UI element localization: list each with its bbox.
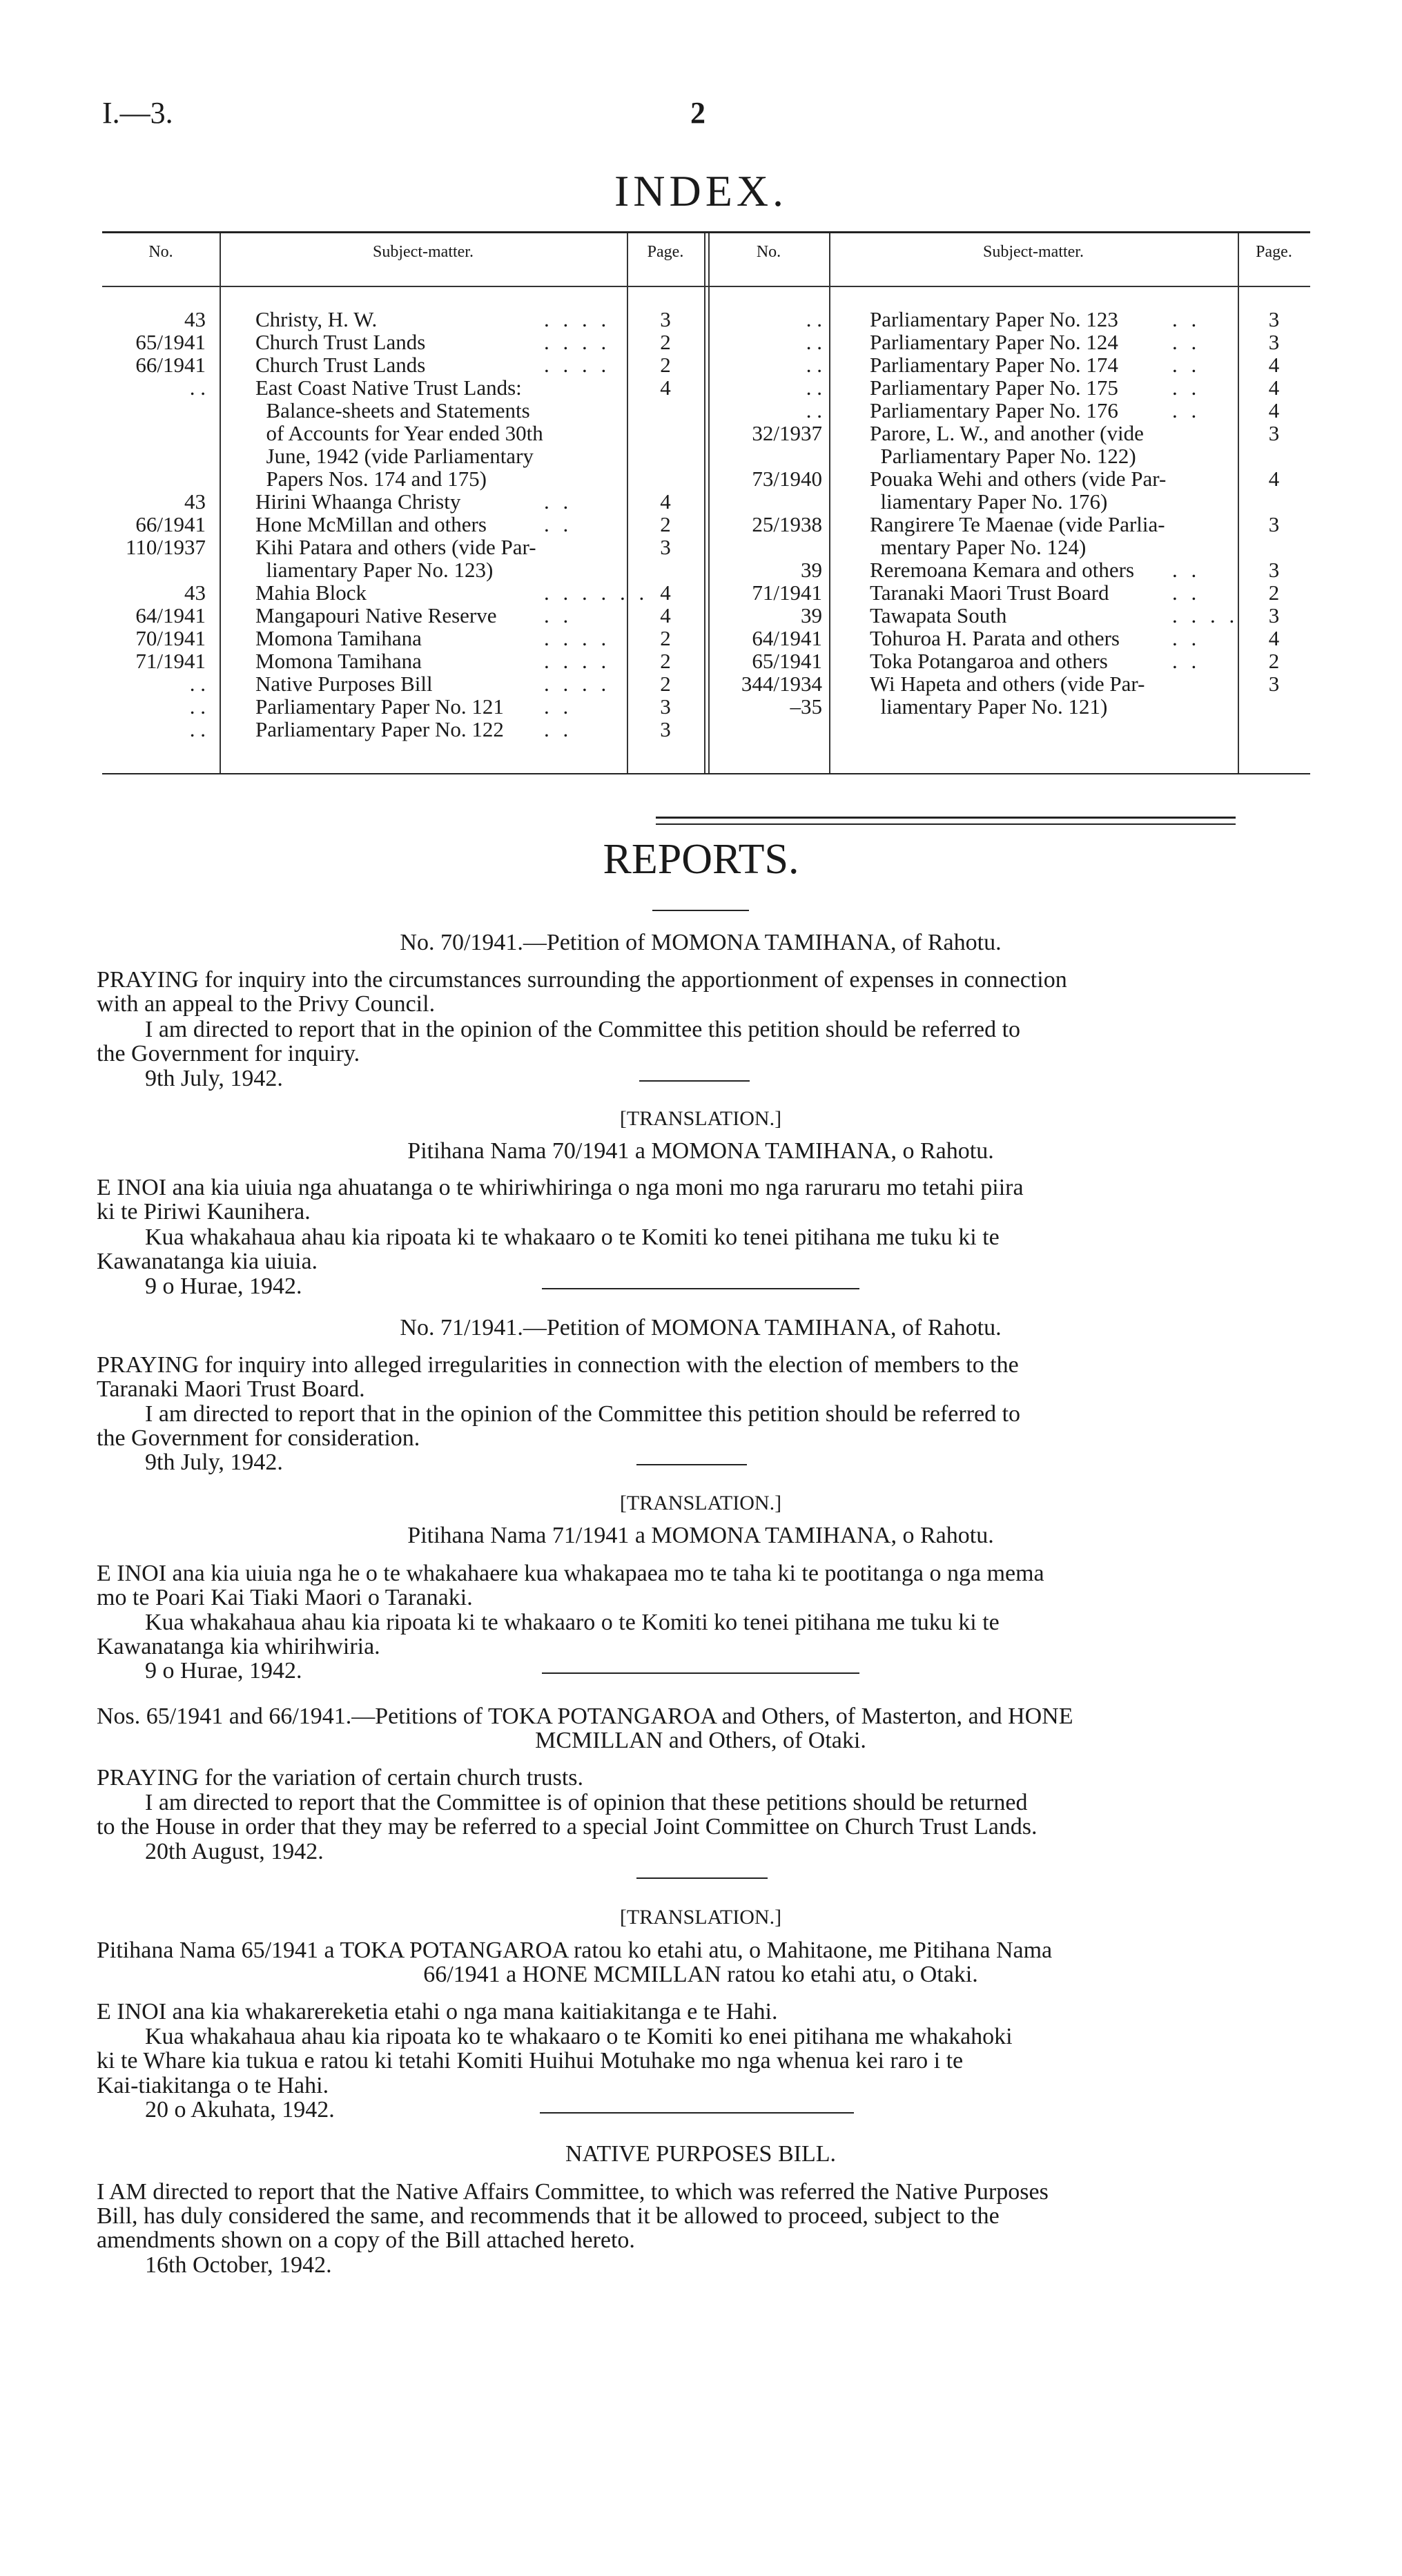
index-subject: Church Trust Lands [255,330,426,354]
index-page: 2 [1268,580,1280,605]
column-header-no: No. [148,243,173,261]
report-text: I am directed to report that the Committee is of opinion that these petitions should be returned [145,1790,1028,1815]
separator-rule [540,2112,854,2114]
report-heading: Nos. 65/1941 and 66/1941.—Petitions of TOKA POTANGAROA and Others, of Masterton, and HONE [97,1704,1073,1729]
translation-text: Kua whakahaua ahau kia ripoata ki te whakaaro o te Komiti ko tenei pitihana me tuku ki te [145,1610,1000,1635]
separator-rule [639,1080,750,1082]
index-number: 25/1938 [752,512,822,536]
index-page: 3 [1268,603,1280,627]
dot-leader: . . . . [544,330,611,354]
index-subject: East Coast Native Trust Lands: [255,375,522,400]
dot-leader: . . [1172,375,1201,400]
index-number: 70/1941 [135,626,206,650]
index-subject: Reremoana Kemara and others [870,558,1135,582]
index-page: 2 [660,512,671,536]
report-text: the Government for inquiry. [97,1041,360,1066]
index-page: 2 [660,626,671,650]
index-page: 3 [660,717,671,741]
translation-label: [TRANSLATION.] [619,1107,782,1130]
index-number: 65/1941 [135,330,206,354]
index-subject: mentary Paper No. 124) [870,535,1087,559]
report-text: amendments shown on a copy of the Bill attached hereto. [97,2227,635,2253]
dot-leader: . . . . [1172,603,1239,627]
dot-leader: . . [544,512,573,536]
index-number: 39 [801,558,822,582]
translation-text: Kawanatanga kia whirihwiria. [97,1634,380,1659]
report-heading: No. 71/1941.—Petition of MOMONA TAMIHANA, of Rahotu. [400,1315,1002,1340]
index-subject: Parliamentary Paper No. 121 [255,694,504,719]
reports-title: REPORTS. [603,836,799,883]
column-divider [220,233,221,773]
index-page: 3 [660,535,671,559]
index-subject: Taranaki Maori Trust Board [870,580,1109,605]
index-number: 344/1934 [741,672,822,696]
index-number: 39 [801,603,822,627]
report-text: the Government for consideration. [97,1425,420,1451]
dot-leader: . . . . [544,353,611,377]
dot-leader: . . [544,694,573,719]
report-heading: No. 70/1941.—Petition of MOMONA TAMIHANA, of Rahotu. [400,930,1002,955]
index-subject: Momona Tamihana [255,626,422,650]
report-text: I am directed to report that in the opinion of the Committee this petition should be referred to [145,1017,1021,1042]
title-rule [652,910,749,911]
index-number: 64/1941 [752,626,822,650]
index-number: 32/1937 [752,421,822,445]
index-page: 3 [660,694,671,719]
report-heading: MCMILLAN and Others, of Otaki. [535,1728,866,1753]
index-page: 4 [660,489,671,514]
index-page: 4 [660,580,671,605]
index-subject: liamentary Paper No. 121) [870,694,1108,719]
index-subject: Tawapata South [870,603,1007,627]
report-text: with an appeal to the Privy Council. [97,991,436,1017]
index-page: 3 [1268,512,1280,536]
translation-label: [TRANSLATION.] [619,1906,782,1929]
dot-leader: . . [1172,353,1201,377]
index-subject: Parore, L. W., and another (vide [870,421,1144,445]
report-text: to the House in order that they may be referred to a special Joint Committee on Church Trust Lands. [97,1814,1038,1840]
translation-text: ki te Piriwi Kaunihera. [97,1199,311,1224]
index-subject: Momona Tamihana [255,649,422,673]
index-number: –35 [790,694,822,719]
translation-date: 9 o Hurae, 1942. [145,1658,302,1684]
index-page: 3 [1268,558,1280,582]
report-text: I am directed to report that in the opinion of the Committee this petition should be referred to [145,1401,1021,1427]
report-heading: NATIVE PURPOSES BILL. [565,2141,836,2167]
index-table [102,231,1310,774]
index-subject: Native Purposes Bill [255,672,433,696]
index-page: 4 [1268,467,1280,491]
dot-leader: . . [1172,398,1201,422]
index-page: 4 [1268,375,1280,400]
index-subject: Christy, H. W. [255,307,378,331]
index-subject: Parliamentary Paper No. 124 [870,330,1118,354]
translation-text: mo te Poari Kai Tiaki Maori o Taranaki. [97,1585,473,1610]
translation-heading: Pitihana Nama 71/1941 a MOMONA TAMIHANA, o Rahotu. [407,1523,994,1548]
column-header-subject: Subject-matter. [373,243,474,261]
header-rule [102,286,1310,287]
column-divider [704,233,705,773]
dot-leader: . . . . [544,307,611,331]
report-text: Taranaki Maori Trust Board. [97,1376,365,1402]
index-page: 4 [660,375,671,400]
translation-date: 20 o Akuhata, 1942. [145,2097,335,2123]
separator-rule [542,1288,859,1289]
translation-text: Kawanatanga kia uiuia. [97,1249,318,1274]
column-header-no: No. [756,243,781,261]
translation-heading: Pitihana Nama 65/1941 a TOKA POTANGAROA ratou ko etahi atu, o Mahitaone, me Pitihana Nama [97,1938,1053,1963]
dot-leader: . . . . [544,672,611,696]
dot-leader: . . [1172,307,1201,331]
index-page: 2 [660,649,671,673]
index-subject: Mangapouri Native Reserve [255,603,497,627]
index-page: 2 [660,672,671,696]
report-date: 20th August, 1942. [145,1839,324,1864]
index-page: 3 [1268,421,1280,445]
index-subject: Parliamentary Paper No. 122 [255,717,504,741]
dot-leader: . . [544,489,573,514]
separator-rule [636,1464,747,1465]
index-number: . . [806,330,822,354]
report-date: 9th July, 1942. [145,1066,283,1091]
index-page: 3 [1268,672,1280,696]
index-page: 2 [660,353,671,377]
double-rule [656,823,1236,825]
index-subject: Papers Nos. 174 and 175) [255,467,487,491]
report-text: PRAYING for the variation of certain church trusts. [97,1765,584,1790]
index-subject: of Accounts for Year ended 30th [255,421,543,445]
index-title: INDEX. [614,166,788,215]
column-header-page: Page. [647,243,684,261]
translation-text: Kai-tiakitanga o te Hahi. [97,2073,329,2098]
index-page: 4 [1268,353,1280,377]
index-number: 71/1941 [135,649,206,673]
index-number: 43 [184,307,206,331]
dot-leader: . . [1172,330,1201,354]
dot-leader: . . [1172,626,1201,650]
dot-leader: . . [544,603,573,627]
separator-rule [542,1672,859,1674]
index-number: 43 [184,580,206,605]
index-page: 4 [660,603,671,627]
index-subject: Parliamentary Paper No. 123 [870,307,1118,331]
index-subject: Parliamentary Paper No. 174 [870,353,1118,377]
index-number: 71/1941 [752,580,822,605]
index-number: . . [189,375,206,400]
translation-text: ki te Whare kia tukua e ratou ki tetahi Komiti Huihui Motuhake mo nga whenua kei raro i te [97,2048,964,2074]
report-date: 9th July, 1942. [145,1450,283,1475]
dot-leader: . . [1172,649,1201,673]
index-subject: Parliamentary Paper No. 176 [870,398,1118,422]
index-subject: Hone McMillan and others [255,512,487,536]
index-number: 66/1941 [135,353,206,377]
index-number: 64/1941 [135,603,206,627]
index-page: 2 [1268,649,1280,673]
report-text: I AM directed to report that the Native Affairs Committee, to which was referred the Native Purposes [97,2179,1049,2205]
index-page: 4 [1268,398,1280,422]
dot-leader: . . [544,717,573,741]
index-number: . . [806,353,822,377]
report-date: 16th October, 1942. [145,2252,332,2278]
index-number: 110/1937 [126,535,206,559]
index-subject: Hirini Whaanga Christy [255,489,461,514]
column-divider [829,233,830,773]
translation-text: E INOI ana kia uiuia nga he o te whakahaere kua whakapaea mo te taha ki te pootitanga o nga mema [97,1561,1044,1586]
index-subject: Balance-sheets and Statements [255,398,530,422]
index-page: 2 [660,330,671,354]
index-subject: Parliamentary Paper No. 122) [870,444,1136,468]
index-number: . . [806,307,822,331]
index-subject: Church Trust Lands [255,353,426,377]
dot-leader: . . [1172,558,1201,582]
index-subject: liamentary Paper No. 123) [255,558,494,582]
dot-leader: . . . . . . [544,580,649,605]
dot-leader: . . [1172,580,1201,605]
report-text: PRAYING for inquiry into alleged irregularities in connection with the election of members to the [97,1352,1019,1378]
column-header-page: Page. [1256,243,1292,261]
index-subject: Tohuroa H. Parata and others [870,626,1120,650]
index-number: 43 [184,489,206,514]
translation-text: E INOI ana kia uiuia nga ahuatanga o te whiriwhiringa o nga moni mo nga raruraru mo tetahi piira [97,1175,1024,1200]
index-subject: liamentary Paper No. 176) [870,489,1108,514]
index-subject: Parliamentary Paper No. 175 [870,375,1118,400]
paper-reference: I.—3. [102,96,173,130]
index-subject: June, 1942 (vide Parliamentary [255,444,534,468]
translation-heading: 66/1941 a HONE MCMILLAN ratou ko etahi atu, o Otaki. [423,1962,978,1987]
index-subject: Mahia Block [255,580,367,605]
report-text: Bill, has duly considered the same, and recommends that it be allowed to proceed, subject to the [97,2203,1000,2229]
index-subject: Rangirere Te Maenae (vide Parlia- [870,512,1165,536]
translation-text: E INOI ana kia whakarereketia etahi o nga mana kaitiakitanga e te Hahi. [97,1999,778,2024]
index-subject: Wi Hapeta and others (vide Par- [870,672,1145,696]
index-page: 3 [1268,307,1280,331]
translation-heading: Pitihana Nama 70/1941 a MOMONA TAMIHANA, o Rahotu. [407,1138,994,1164]
translation-text: Kua whakahaua ahau kia ripoata ko te whakaaro o te Komiti ko enei pitihana me whakahoki [145,2024,1013,2049]
index-number: . . [189,672,206,696]
dot-leader: . . . . [544,626,611,650]
index-subject: Pouaka Wehi and others (vide Par- [870,467,1167,491]
index-page: 4 [1268,626,1280,650]
report-text: PRAYING for inquiry into the circumstances surrounding the apportionment of expenses in connection [97,967,1067,993]
translation-label: [TRANSLATION.] [619,1492,782,1514]
index-subject: Toka Potangaroa and others [870,649,1108,673]
dot-leader: . . . . [544,649,611,673]
index-number: . . [806,375,822,400]
column-header-subject: Subject-matter. [983,243,1084,261]
index-number: 65/1941 [752,649,822,673]
index-number: . . [189,694,206,719]
page-number: 2 [690,96,705,130]
index-number: 66/1941 [135,512,206,536]
index-number: . . [806,398,822,422]
index-subject: Kihi Patara and others (vide Par- [255,535,536,559]
double-rule [656,817,1236,819]
index-page: 3 [660,307,671,331]
index-number: 73/1940 [752,467,822,491]
separator-rule [636,1877,768,1879]
translation-text: Kua whakahaua ahau kia ripoata ki te whakaaro o te Komiti ko tenei pitihana me tuku ki te [145,1224,1000,1250]
index-number: . . [189,717,206,741]
translation-date: 9 o Hurae, 1942. [145,1274,302,1299]
index-page: 3 [1268,330,1280,354]
